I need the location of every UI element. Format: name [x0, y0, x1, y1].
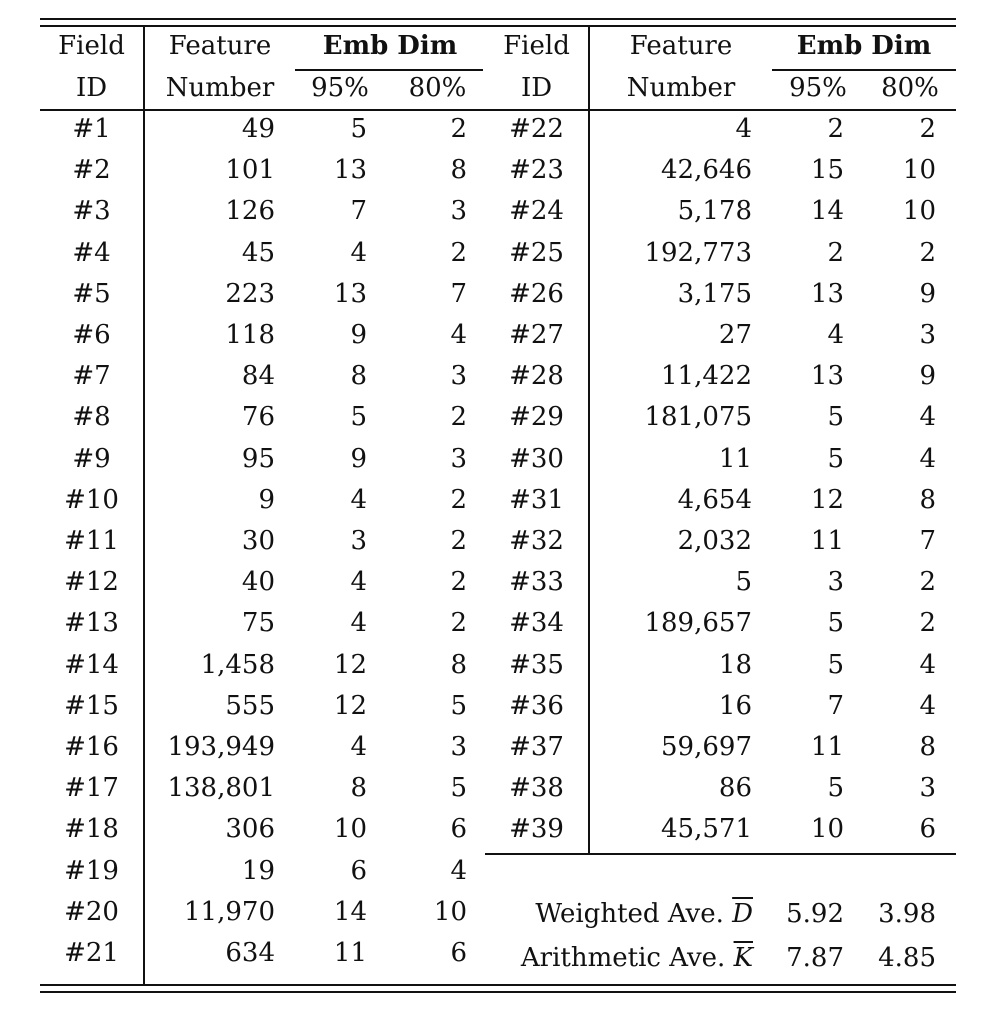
feature-number-cell: 5	[735, 567, 752, 597]
emb-dim-95-cell: 13	[333, 155, 367, 185]
header-id-right: ID	[520, 73, 553, 103]
emb-dim-80-cell: 4	[919, 402, 936, 432]
summary-weighted-label	[485, 896, 753, 932]
emb-dim-95-cell: 5	[827, 402, 844, 432]
field-id-cell: #14	[64, 650, 119, 680]
emb-dim-95-cell: 2	[827, 114, 844, 144]
field-id-cell: #17	[64, 773, 119, 803]
emb-dim-95-cell: 5	[827, 650, 844, 680]
emb-dim-80-cell: 2	[450, 402, 467, 432]
emb-dim-95-cell: 4	[350, 608, 367, 638]
field-id-cell: #21	[64, 938, 119, 968]
header-feature-right: Feature	[629, 31, 733, 61]
emb-dim-80-cell: 10	[902, 196, 936, 226]
emb-dim-80-cell: 3	[919, 773, 936, 803]
field-id-cell: #33	[509, 567, 564, 597]
emb-dim-95-cell: 5	[827, 773, 844, 803]
emb-dim-95-cell: 4	[350, 567, 367, 597]
field-id-cell: #28	[509, 361, 564, 391]
feature-number-cell: 193,949	[167, 732, 275, 762]
emb-dim-80-cell: 8	[450, 155, 467, 185]
emb-dim-80-cell: 7	[919, 526, 936, 556]
feature-number-cell: 30	[241, 526, 275, 556]
field-id-cell: #3	[72, 196, 111, 226]
field-id-cell: #26	[509, 279, 564, 309]
emb-dim-80-cell: 3	[450, 444, 467, 474]
emb-dim-80-cell: 6	[450, 938, 467, 968]
emb-dim-80-cell: 4	[450, 320, 467, 350]
field-id-cell: #15	[64, 691, 119, 721]
feature-number-cell: 18	[718, 650, 752, 680]
summary-arithmetic-text: Arithmetic Ave.	[520, 943, 726, 973]
field-id-cell: #8	[72, 402, 111, 432]
feature-number-cell: 138,801	[167, 773, 275, 803]
top-rule-inner	[40, 25, 956, 27]
emb-dim-80-cell: 8	[919, 732, 936, 762]
emb-dim-80-cell: 9	[919, 279, 936, 309]
emb-dim-80-cell: 2	[450, 238, 467, 268]
emb-dim-95-cell: 3	[827, 567, 844, 597]
feature-number-cell: 126	[225, 196, 275, 226]
header-95-left: 95%	[311, 73, 369, 103]
bottom-rule	[40, 991, 956, 993]
feature-number-cell: 189,657	[644, 608, 752, 638]
feature-number-cell: 2,032	[677, 526, 752, 556]
emb-dim-80-cell: 5	[450, 691, 467, 721]
emb-dim-95-cell: 2	[827, 238, 844, 268]
emb-dim-95-cell: 15	[810, 155, 844, 185]
emb-dim-95-cell: 7	[827, 691, 844, 721]
emb-dim-95-cell: 4	[827, 320, 844, 350]
feature-number-cell: 118	[225, 320, 275, 350]
summary-arithmetic-80: 4.85	[878, 943, 936, 973]
feature-number-cell: 634	[225, 938, 275, 968]
summary-arithmetic-label	[485, 940, 753, 976]
summary-weighted-symbol: $\overline{D}$	[732, 899, 753, 929]
header-id-left: ID	[75, 73, 108, 103]
emb-dim-95-cell: 13	[333, 279, 367, 309]
field-id-cell: #39	[509, 814, 564, 844]
emb-dim-80-cell: 2	[919, 238, 936, 268]
emb-dim-95-cell: 4	[350, 238, 367, 268]
field-id-cell: #4	[72, 238, 111, 268]
feature-number-cell: 3,175	[677, 279, 752, 309]
field-id-cell: #30	[509, 444, 564, 474]
feature-number-cell: 192,773	[644, 238, 752, 268]
emb-dim-95-cell: 12	[810, 485, 844, 515]
emb-dim-95-cell: 12	[333, 691, 367, 721]
feature-number-cell: 59,697	[661, 732, 752, 762]
emb-dim-80-cell: 2	[919, 567, 936, 597]
field-id-cell: #24	[509, 196, 564, 226]
summary-weighted-80: 3.98	[878, 899, 936, 929]
feature-number-cell: 223	[225, 279, 275, 309]
emb-dim-80-cell: 2	[450, 485, 467, 515]
header-field-right: Field	[503, 31, 570, 61]
bottom-rule-inner	[40, 984, 956, 986]
emb-dim-80-cell: 3	[919, 320, 936, 350]
header-emb-dim-right: Emb Dim	[796, 31, 932, 61]
emb-dim-95-cell: 10	[333, 814, 367, 844]
header-95-right: 95%	[789, 73, 847, 103]
emb-dim-95-cell: 7	[350, 196, 367, 226]
field-id-cell: #31	[509, 485, 564, 515]
field-id-cell: #20	[64, 897, 119, 927]
emb-dim-95-cell: 11	[333, 938, 367, 968]
emb-dim-80-cell: 8	[919, 485, 936, 515]
field-id-cell: #11	[64, 526, 119, 556]
emb-dim-95-cell: 5	[350, 402, 367, 432]
emb-dim-95-cell: 5	[827, 444, 844, 474]
feature-number-cell: 84	[241, 361, 275, 391]
emb-dim-95-cell: 4	[350, 485, 367, 515]
emb-dim-80-cell: 10	[433, 897, 467, 927]
feature-number-cell: 9	[258, 485, 275, 515]
feature-number-cell: 306	[225, 814, 275, 844]
emb-dim-80-cell: 2	[450, 567, 467, 597]
field-id-cell: #7	[72, 361, 111, 391]
emb-dim-80-cell: 5	[450, 773, 467, 803]
header-80-left: 80%	[408, 73, 467, 103]
header-feature-left: Feature	[168, 31, 272, 61]
field-id-cell: #25	[509, 238, 564, 268]
feature-number-cell: 42,646	[661, 155, 752, 185]
field-id-cell: #16	[64, 732, 119, 762]
field-id-cell: #23	[509, 155, 564, 185]
right-block-bottom-rule	[485, 853, 956, 855]
emb-dim-80-cell: 8	[450, 650, 467, 680]
feature-number-cell: 5,178	[677, 196, 752, 226]
header-number-left: Number	[165, 73, 275, 103]
feature-number-cell: 45,571	[661, 814, 752, 844]
feature-number-cell: 19	[241, 856, 275, 886]
emb-dim-80-cell: 3	[450, 361, 467, 391]
field-id-cell: #22	[509, 114, 564, 144]
emb-dim-95-cell: 6	[350, 856, 367, 886]
embedding-dimension-table	[40, 18, 956, 993]
emb-dim-80-cell: 2	[919, 114, 936, 144]
emb-dim-95-cell: 10	[810, 814, 844, 844]
emb-dim-95-cell: 11	[810, 526, 844, 556]
summary-arithmetic-95: 7.87	[786, 943, 844, 973]
emb-dim-80-cell: 2	[919, 608, 936, 638]
feature-number-cell: 11	[718, 444, 752, 474]
feature-number-cell: 101	[225, 155, 275, 185]
emb-dim-95-cell: 11	[810, 732, 844, 762]
field-id-cell: #2	[72, 155, 111, 185]
emb-dim-80-cell: 6	[919, 814, 936, 844]
feature-number-cell: 27	[718, 320, 752, 350]
emb-dim-80-cell: 3	[450, 196, 467, 226]
feature-number-cell: 40	[241, 567, 275, 597]
field-id-cell: #19	[64, 856, 119, 886]
emb-dim-80-cell: 4	[450, 856, 467, 886]
feature-number-cell: 45	[241, 238, 275, 268]
header-number-right: Number	[626, 73, 736, 103]
emb-dim-95-cell: 5	[350, 114, 367, 144]
emb-dim-95-cell: 3	[350, 526, 367, 556]
emb-dim-95-cell: 14	[810, 196, 844, 226]
field-id-cell: #18	[64, 814, 119, 844]
summary-weighted-text: Weighted Ave.	[535, 899, 724, 929]
emb-dim-95-cell: 8	[350, 361, 367, 391]
header-emb-dim-left: Emb Dim	[322, 31, 458, 61]
feature-number-cell: 95	[241, 444, 275, 474]
emb-dim-80-cell: 2	[450, 114, 467, 144]
emb-dim-95-cell: 14	[333, 897, 367, 927]
summary-weighted-95: 5.92	[786, 899, 844, 929]
emb-dim-80-cell: 7	[450, 279, 467, 309]
summary-arithmetic-symbol: $\overline{K}$	[733, 943, 753, 973]
emb-dim-80-cell: 4	[919, 444, 936, 474]
field-id-cell: #27	[509, 320, 564, 350]
field-id-cell: #6	[72, 320, 111, 350]
emb-dim-80-cell: 3	[450, 732, 467, 762]
feature-number-cell: 4	[735, 114, 752, 144]
top-rule	[40, 18, 956, 20]
emb-dim-80-cell: 2	[450, 608, 467, 638]
emb-dim-80-cell: 6	[450, 814, 467, 844]
emb-dim-95-cell: 13	[810, 361, 844, 391]
field-id-cell: #34	[509, 608, 564, 638]
field-id-cell: #29	[509, 402, 564, 432]
feature-number-cell: 76	[241, 402, 275, 432]
emb-dim-80-cell: 10	[902, 155, 936, 185]
field-id-cell: #5	[72, 279, 111, 309]
emb-dim-95-cell: 13	[810, 279, 844, 309]
field-id-cell: #37	[509, 732, 564, 762]
feature-number-cell: 86	[718, 773, 752, 803]
emb-dim-95-cell: 4	[350, 732, 367, 762]
emb-dim-80-cell: 4	[919, 650, 936, 680]
feature-number-cell: 11,422	[661, 361, 752, 391]
feature-number-cell: 181,075	[644, 402, 752, 432]
field-id-cell: #12	[64, 567, 119, 597]
field-id-cell: #9	[72, 444, 111, 474]
emb-dim-80-cell: 2	[450, 526, 467, 556]
feature-number-cell: 11,970	[184, 897, 275, 927]
field-id-cell: #32	[509, 526, 564, 556]
field-id-cell: #10	[64, 485, 119, 515]
emb-dim-95-cell: 9	[350, 444, 367, 474]
field-id-cell: #13	[64, 608, 119, 638]
header-field-left: Field	[58, 31, 125, 61]
feature-number-cell: 49	[241, 114, 275, 144]
emb-dim-80-cell: 9	[919, 361, 936, 391]
header-80-right: 80%	[881, 73, 939, 103]
emb-dim-95-cell: 12	[333, 650, 367, 680]
field-id-cell: #35	[509, 650, 564, 680]
feature-number-cell: 4,654	[677, 485, 752, 515]
emb-dim-95-cell: 9	[350, 320, 367, 350]
emb-dim-95-cell: 8	[350, 773, 367, 803]
field-id-cell: #36	[509, 691, 564, 721]
emb-dim-80-cell: 4	[919, 691, 936, 721]
field-id-cell: #1	[72, 114, 111, 144]
field-id-cell: #38	[509, 773, 564, 803]
feature-number-cell: 555	[225, 691, 275, 721]
emb-dim-95-cell: 5	[827, 608, 844, 638]
feature-number-cell: 1,458	[200, 650, 275, 680]
feature-number-cell: 16	[718, 691, 752, 721]
feature-number-cell: 75	[241, 608, 275, 638]
